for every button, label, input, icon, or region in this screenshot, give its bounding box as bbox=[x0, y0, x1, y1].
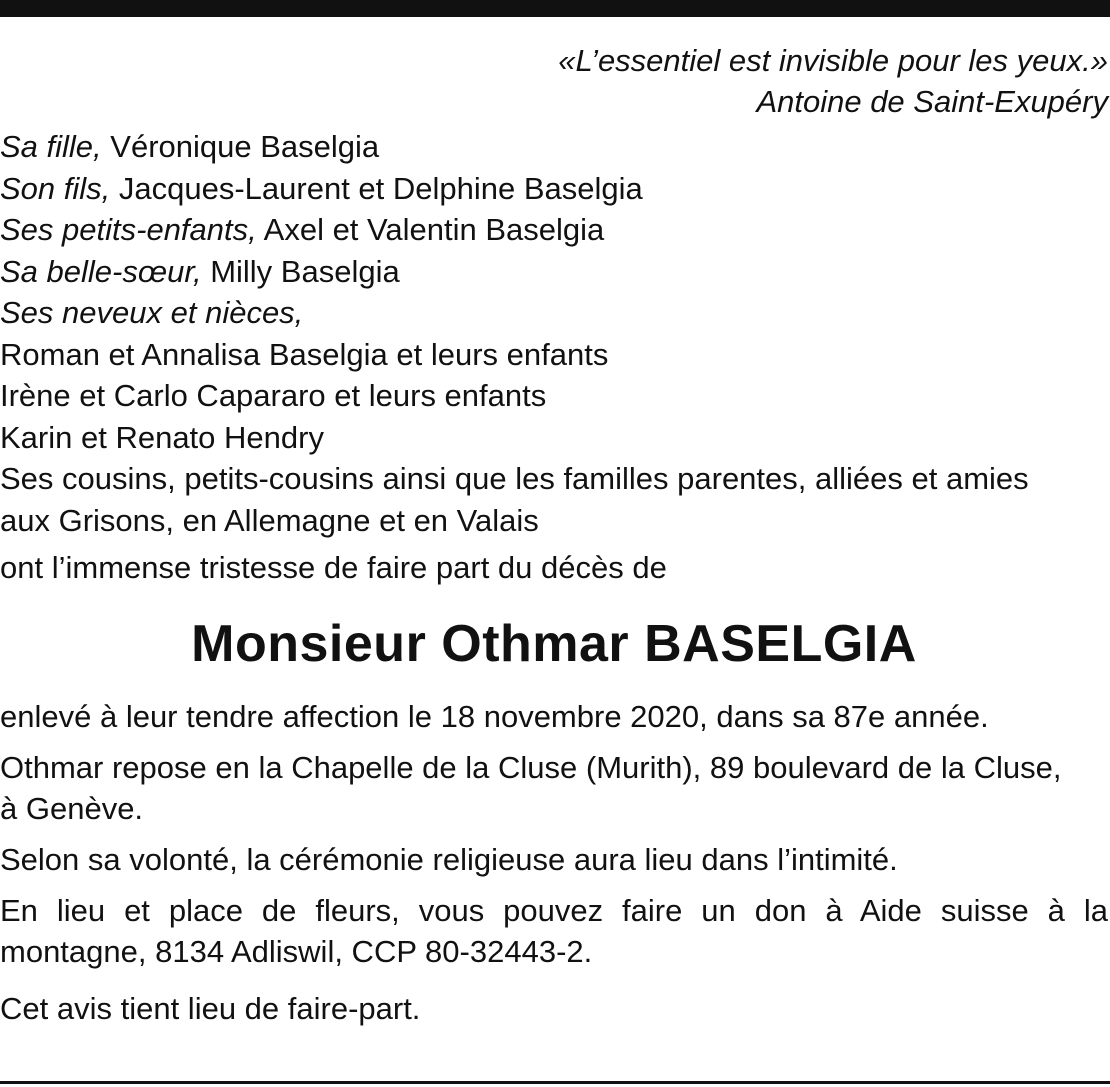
family-role: Ses neveux et nièces, bbox=[0, 295, 304, 330]
family-line bbox=[0, 209, 1108, 251]
family-line bbox=[0, 168, 1108, 210]
top-rule bbox=[0, 0, 1110, 17]
epigraph-author: Antoine de Saint-Exupéry bbox=[756, 84, 1108, 119]
family-line bbox=[0, 458, 1108, 500]
obituary-notice bbox=[0, 40, 1108, 1029]
family-list bbox=[0, 126, 1108, 541]
family-names: Milly Baselgia bbox=[201, 253, 400, 289]
rest-line: Othmar repose en la Chapelle de la Cluse (Murith), 89 boulevard de la Cluse, bbox=[0, 750, 1062, 785]
family-role: Ses petits-enfants, bbox=[0, 212, 257, 247]
family-line bbox=[0, 292, 1108, 334]
notice-paragraph: Cet avis tient lieu de faire-part. bbox=[0, 991, 421, 1026]
family-role: Sa fille, bbox=[0, 129, 102, 164]
epigraph bbox=[0, 40, 1108, 122]
family-names: Karin et Renato Hendry bbox=[0, 419, 324, 455]
family-names: aux Grisons, en Allemagne et en Valais bbox=[0, 502, 539, 538]
family-line bbox=[0, 417, 1108, 459]
bottom-rule bbox=[0, 1081, 1110, 1084]
family-names: Véronique Baselgia bbox=[101, 129, 380, 164]
family-role: Son fils, bbox=[0, 170, 111, 206]
family-role: Sa belle-sœur, bbox=[0, 253, 202, 289]
rest-line: à Genève. bbox=[0, 791, 144, 826]
family-names: Ses cousins, petits-cousins ainsi que les familles parentes, alliées et amies bbox=[0, 461, 1029, 496]
family-names: Roman et Annalisa Baselgia et leurs enfants bbox=[0, 336, 609, 372]
family-line bbox=[0, 375, 1108, 417]
deceased-name: Monsieur Othmar BASELGIA bbox=[191, 615, 917, 673]
family-line bbox=[0, 500, 1108, 542]
family-names: Axel et Valentin Baselgia bbox=[256, 212, 605, 247]
family-line bbox=[0, 251, 1108, 293]
family-line bbox=[0, 126, 1108, 168]
epigraph-quote: «L’essentiel est invisible pour les yeux.» bbox=[558, 43, 1108, 78]
ceremony-paragraph: Selon sa volonté, la cérémonie religieuse aura lieu dans l’intimité. bbox=[0, 842, 898, 877]
donation-paragraph: En lieu et place de fleurs, vous pouvez faire un don à Aide suisse à la montagne, 8134 Adliswil, CCP 80-32443-2. bbox=[0, 893, 1108, 969]
rest-paragraph bbox=[0, 747, 1108, 829]
family-names: Jacques-Laurent et Delphine Baselgia bbox=[110, 170, 643, 206]
family-line bbox=[0, 334, 1108, 376]
family-names: Irène et Carlo Capararo et leurs enfants bbox=[0, 378, 547, 413]
announcement: ont l’immense tristesse de faire part du décès de bbox=[0, 550, 667, 585]
death-paragraph: enlevé à leur tendre affection le 18 novembre 2020, dans sa 87e année. bbox=[0, 699, 989, 734]
